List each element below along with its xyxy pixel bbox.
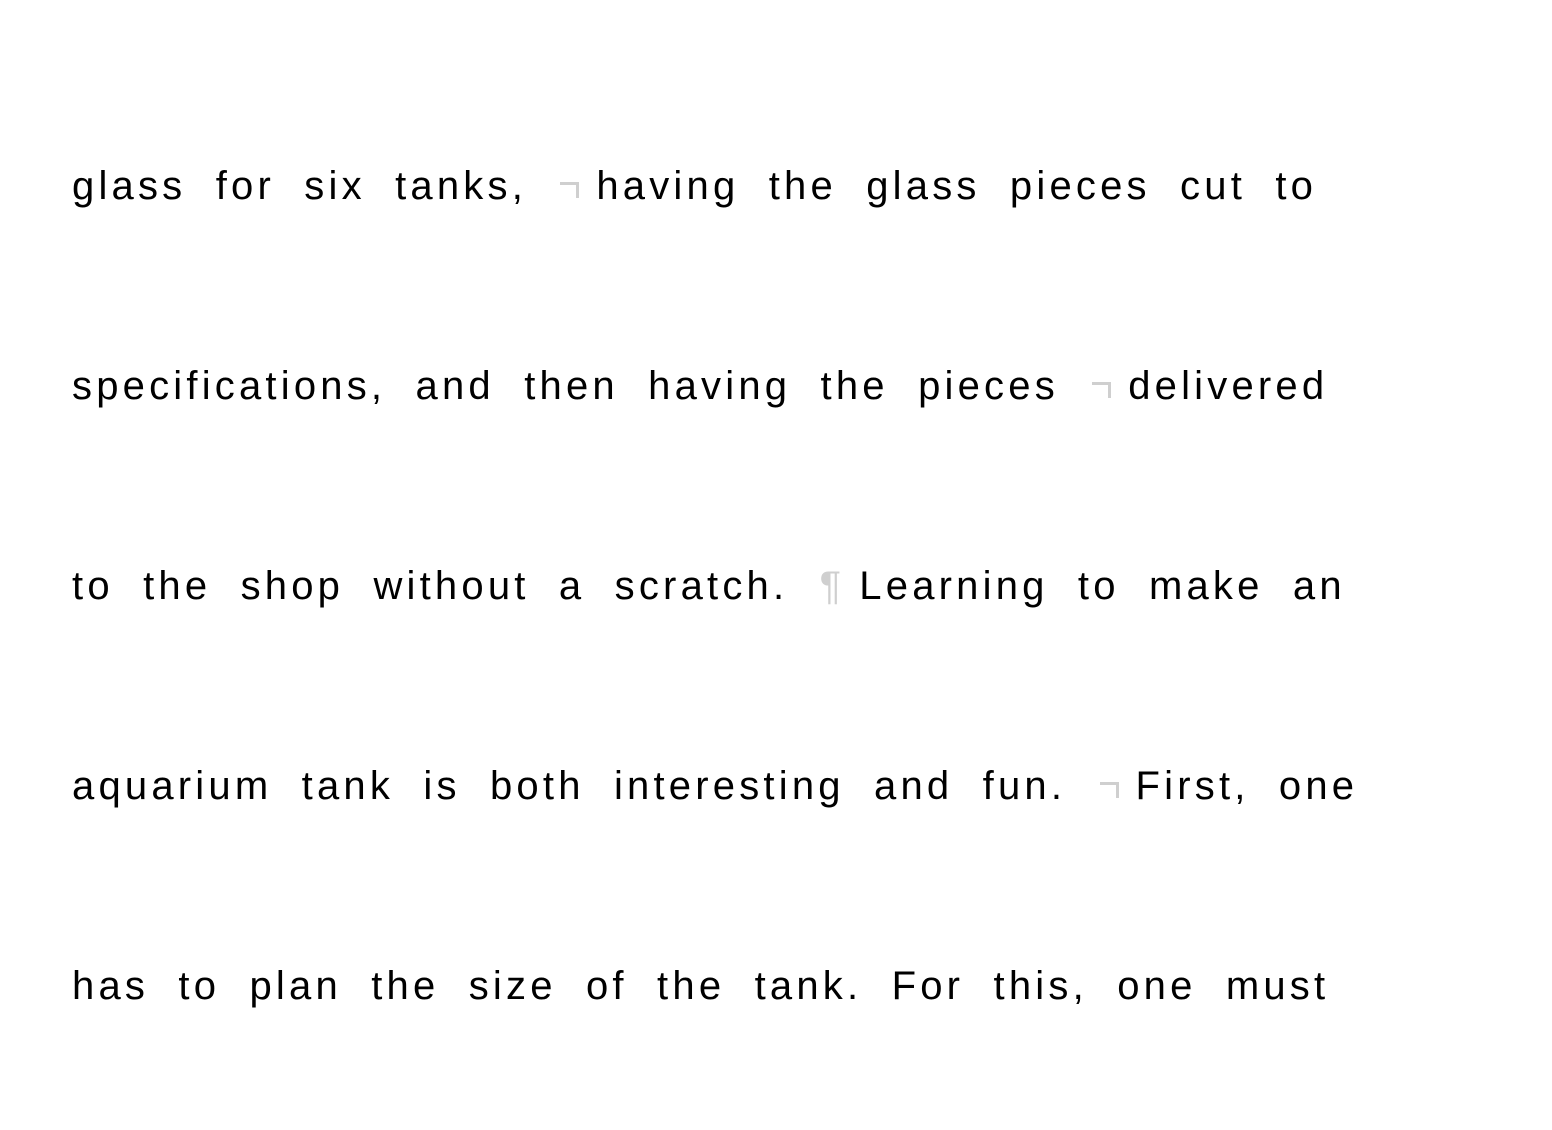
text-segment: First, one [1135, 764, 1359, 808]
text-line [72, 966, 1329, 1006]
text-segment: Learning to make an [859, 564, 1346, 608]
text-segment: to the shop without a scratch. [72, 564, 818, 608]
text-line [72, 366, 1328, 406]
text-line [72, 566, 1346, 606]
line-break-mark-icon [558, 176, 582, 200]
pilcrow-icon: ¶ [819, 564, 846, 608]
text-line [72, 166, 1317, 206]
text-segment: glass for six tanks, [72, 164, 557, 208]
text-segment: delivered [1128, 364, 1329, 408]
line-break-mark-icon [1090, 376, 1114, 400]
line-break-mark-icon [1098, 776, 1122, 800]
text-segment: specifications, and then having the pieces [72, 364, 1089, 408]
text-segment: aquarium tank is both interesting and fun. [72, 764, 1096, 808]
text-segment: has to plan the size of the tank. For this, one must [72, 964, 1330, 1008]
text-line [72, 766, 1358, 806]
text-segment: having the glass pieces cut to [596, 164, 1318, 208]
